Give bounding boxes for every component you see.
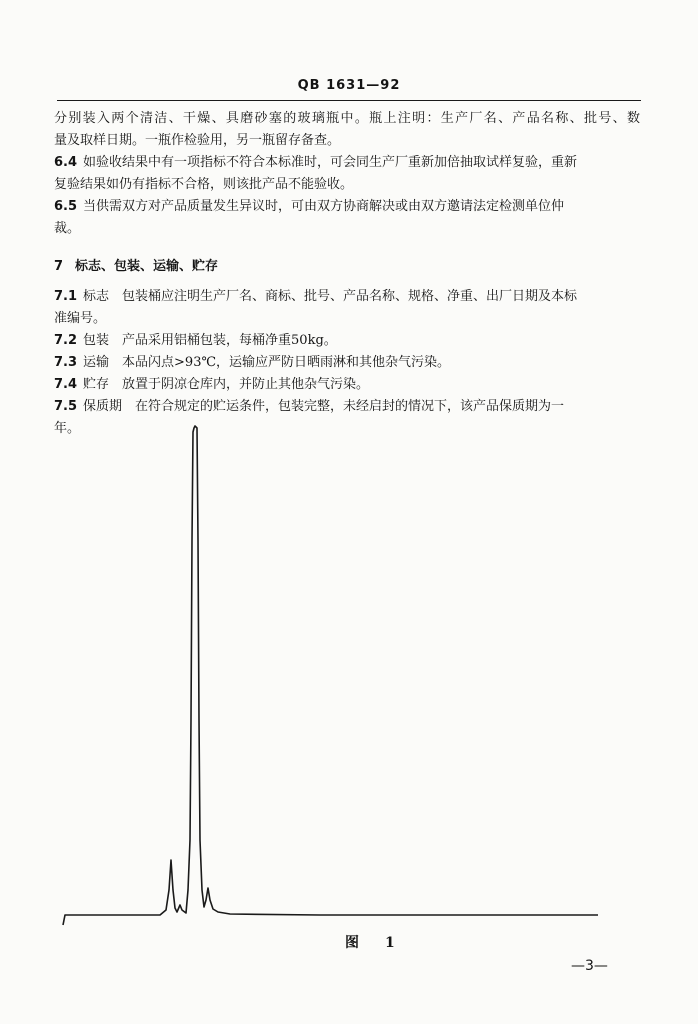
clause-6-5-line-2: 裁。 [54,221,81,236]
clause-number: 7.5 [54,399,78,414]
chromatogram-figure [0,420,698,940]
sampling-line-2: 量及取样日期。一瓶作检验用，另一瓶留存备查。 [54,133,341,148]
section-title: 标志、包装、运输、贮存 [75,259,219,274]
clause-text: 当供需双方对产品质量发生异议时，可由双方协商解决或由双方邀请法定检测单位仲 [83,199,565,214]
clause-number: 6.4 [54,155,78,170]
clause-7-4 [54,374,640,396]
clause-text: 标志 包装桶应注明生产厂名、商标、批号、产品名称、规格、净重、出厂日期及本标 [83,289,578,304]
standard-code-header: QB 1631—92 [297,78,401,93]
clause-7-5 [54,396,640,418]
figure-caption: 图 1 [345,935,401,951]
clause-6-4-line-2: 复验结果如仍有指标不合格，则该批产品不能验收。 [54,177,354,192]
clause-7-1 [54,286,640,308]
clause-7-2 [54,330,640,352]
clause-text: 贮存 放置于阴凉仓库内，并防止其他杂气污染。 [83,377,370,392]
header-rule [57,100,641,101]
clause-7-1-line-2: 准编号。 [54,311,107,326]
clause-6-4 [54,152,640,174]
clause-7-3 [54,352,640,374]
clause-number: 7.1 [54,289,78,304]
clause-7-5-line-2: 年。 [54,421,81,436]
section-7-heading [54,256,640,278]
clause-6-5 [54,196,640,218]
clause-number: 7.4 [54,377,78,392]
clause-text: 如验收结果中有一项指标不符合本标准时，可会同生产厂重新加倍抽取试样复验，重新 [83,155,578,170]
section-number: 7 [54,259,64,274]
chromatogram-trace [63,426,598,925]
clause-number: 7.2 [54,333,78,348]
page-number: —3— [571,958,608,974]
clause-text: 包装 产品采用铝桶包装，每桶净重50kg。 [83,333,337,348]
clause-number: 6.5 [54,199,78,214]
clause-number: 7.3 [54,355,78,370]
sampling-line-1: 分别装入两个清洁、干燥、具磨砂塞的玻璃瓶中。瓶上注明：生产厂名、产品名称、批号、数 [54,111,640,126]
clause-text: 保质期 在符合规定的贮运条件，包装完整，未经启封的情况下，该产品保质期为一 [83,399,565,414]
clause-text: 运输 本品闪点>93℃，运输应严防日晒雨淋和其他杂气污染。 [83,355,451,370]
